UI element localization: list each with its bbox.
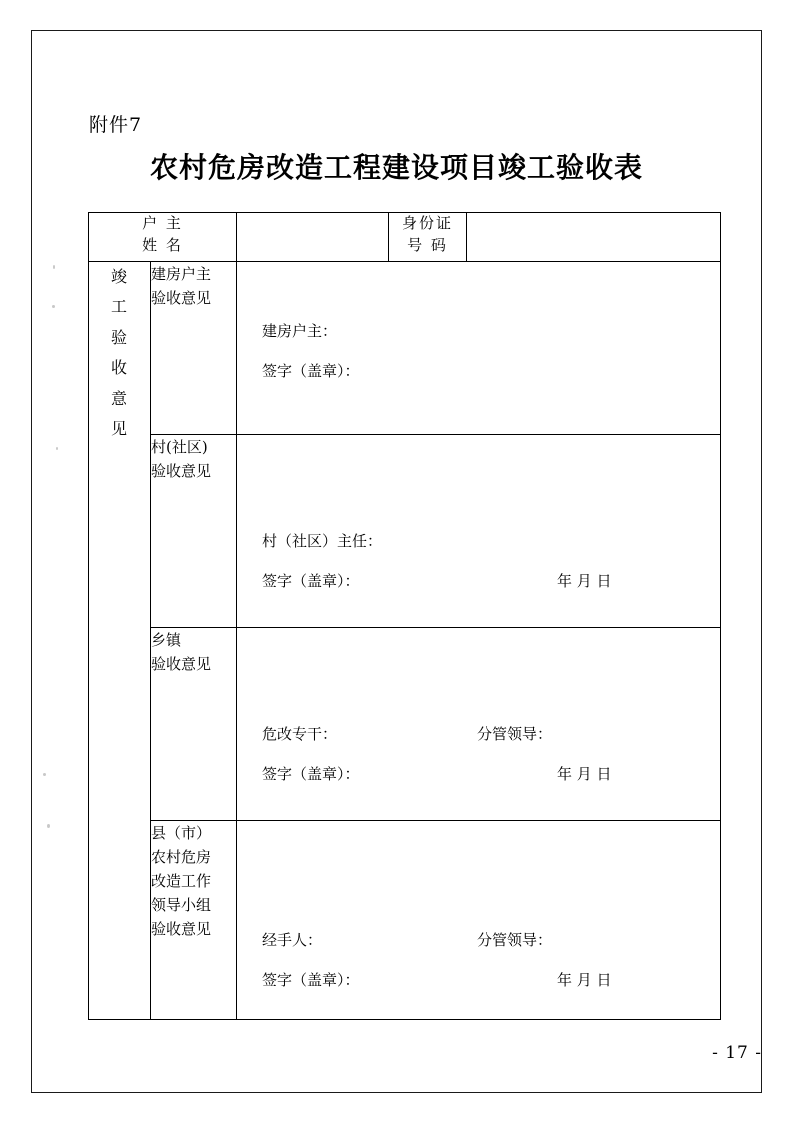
side-label-char-1: 工 <box>110 297 128 317</box>
village-opinion-date-field: 年 月 日 <box>557 572 612 590</box>
county-opinion-field-1: 分管领导： <box>477 931 553 949</box>
county-opinion-body[interactable] <box>237 821 721 1020</box>
owner-opinion-field-1: 签字（盖章）： <box>262 362 360 380</box>
owner-name-label-line2: 姓 名 <box>142 235 183 254</box>
county-opinion-label <box>151 821 237 1020</box>
owner-opinion-field-0: 建房户主： <box>262 322 338 340</box>
acceptance-form-table <box>88 212 721 1020</box>
county-opinion-field-0: 经手人： <box>262 931 323 949</box>
id-number-label-cell <box>389 213 467 262</box>
side-label-vertical <box>111 262 128 444</box>
id-number-value-cell[interactable] <box>467 213 721 262</box>
village-opinion-field-0: 村（社区）主任： <box>262 532 383 550</box>
scan-speck <box>43 773 46 776</box>
township-opinion-date-field: 年 月 日 <box>557 765 612 783</box>
scan-speck <box>52 305 55 308</box>
scan-speck <box>47 824 50 828</box>
side-label-char-2: 验 <box>110 327 128 347</box>
table-row-township-opinion <box>89 628 721 821</box>
id-number-label-line2: 号 码 <box>407 235 448 254</box>
owner-opinion-label <box>151 262 237 435</box>
owner-name-label-line1: 户 主 <box>142 214 183 232</box>
table-row-header <box>89 213 721 262</box>
table-row-county-opinion <box>89 821 721 1020</box>
township-opinion-label <box>151 628 237 821</box>
page-number: - 17 - <box>712 1043 762 1063</box>
scan-speck <box>53 265 55 269</box>
page-title: 农村危房改造工程建设项目竣工验收表 <box>149 151 643 184</box>
village-opinion-body[interactable] <box>237 435 721 628</box>
county-opinion-label-line1: 县（市） <box>151 824 212 842</box>
side-label-cell <box>89 262 151 1020</box>
side-label-char-0: 竣 <box>110 267 128 286</box>
township-opinion-label-line2: 验收意见 <box>151 655 212 673</box>
township-opinion-label-line1: 乡镇 <box>151 631 182 649</box>
table-row-owner-opinion <box>89 262 721 435</box>
table-row-village-opinion <box>89 435 721 628</box>
county-opinion-label-line3: 改造工作 <box>151 872 212 890</box>
owner-opinion-label-line2: 验收意见 <box>151 289 212 307</box>
attachment-label: 附件7 <box>89 114 143 136</box>
county-opinion-date-field: 年 月 日 <box>557 971 612 989</box>
owner-opinion-label-line1: 建房户主 <box>151 265 212 283</box>
owner-name-value-cell[interactable] <box>237 213 389 262</box>
owner-opinion-body[interactable] <box>237 262 721 435</box>
county-opinion-field-2: 签字（盖章）： <box>262 971 360 989</box>
village-opinion-field-1: 签字（盖章）： <box>262 572 360 590</box>
county-opinion-label-line5: 验收意见 <box>151 920 212 938</box>
scan-speck <box>56 447 58 450</box>
township-opinion-field-1: 分管领导： <box>477 725 553 743</box>
county-opinion-label-line2: 农村危房 <box>151 848 212 866</box>
id-number-label-line1: 身份证 <box>401 214 453 232</box>
owner-name-label-cell <box>89 213 237 262</box>
side-label-char-5: 见 <box>110 418 128 438</box>
side-label-char-4: 意 <box>110 388 128 408</box>
township-opinion-field-2: 签字（盖章）： <box>262 765 360 783</box>
village-opinion-label-line2: 验收意见 <box>151 462 212 480</box>
township-opinion-field-0: 危改专干： <box>262 725 338 743</box>
village-opinion-label-line1: 村(社区) <box>151 438 208 456</box>
county-opinion-label-line4: 领导小组 <box>151 896 212 914</box>
side-label-char-3: 收 <box>110 358 128 378</box>
township-opinion-body[interactable] <box>237 628 721 821</box>
village-opinion-label <box>151 435 237 628</box>
